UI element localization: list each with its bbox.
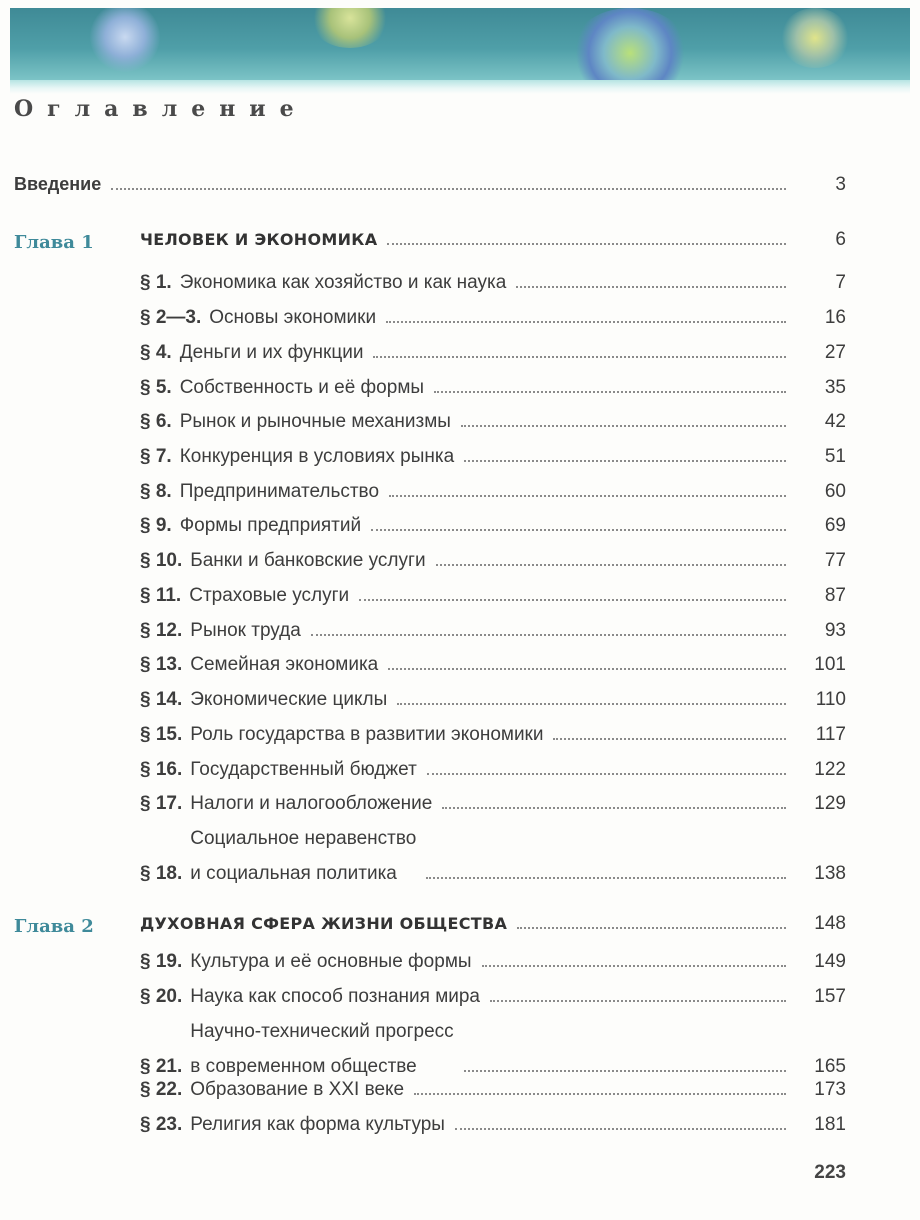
section-title: Образование в XXI веке [190, 1079, 405, 1100]
toc-entry-text [140, 584, 796, 607]
section-title: Налоги и налогообложение [190, 793, 433, 814]
toc-leader-dots [442, 807, 786, 809]
section-number: § 14. [140, 689, 183, 710]
toc-entry-text [140, 792, 796, 815]
toc-entry-text [140, 410, 796, 433]
toc-entry[interactable] [140, 306, 846, 329]
toc-entry[interactable] [140, 271, 846, 294]
section-title: Основы экономики [209, 307, 377, 328]
section-title-line: и социальная политика [190, 863, 397, 884]
toc-entry[interactable] [140, 410, 846, 433]
section-title: Рынок и рыночные механизмы [179, 411, 451, 432]
toc-entry[interactable] [140, 1020, 846, 1078]
section-title: Роль государства в развитии экономики [190, 724, 544, 745]
toc-entry[interactable] [140, 341, 846, 364]
toc-entry-text [140, 341, 796, 364]
chapter-label: Глава 2 [14, 916, 94, 937]
toc-page-number: 69 [824, 515, 846, 536]
toc-page-number: 181 [814, 1114, 846, 1135]
toc-entry[interactable] [140, 985, 846, 1008]
toc-entry-label: Введение [14, 174, 102, 194]
section-number: § 7. [140, 446, 172, 467]
toc-page-number: 173 [814, 1079, 846, 1100]
toc-page-number: 35 [824, 377, 846, 398]
toc-entry[interactable] [140, 1113, 846, 1136]
toc-entry-text [140, 271, 796, 294]
section-title: Конкуренция в условиях рынка [179, 446, 455, 467]
chapter-title: ДУХОВНАЯ СФЕРА ЖИЗНИ ОБЩЕСТВА [140, 914, 508, 933]
section-number: § 18. [140, 863, 183, 884]
section-number: § 16. [140, 759, 183, 780]
section-title: Банки и банковские услуги [190, 550, 426, 571]
toc-entry-text [140, 228, 796, 251]
toc-entry-text [140, 549, 796, 572]
toc-leader-dots [516, 286, 786, 288]
toc-entry[interactable] [140, 584, 846, 607]
toc-leader-dots [359, 599, 786, 601]
toc-entry[interactable] [140, 514, 846, 537]
toc-entry-text [140, 985, 796, 1008]
toc-page-number: 60 [824, 481, 846, 502]
section-number: § 13. [140, 654, 183, 675]
header-banner [10, 8, 910, 82]
section-number: § 5. [140, 377, 172, 398]
toc-leader-dots [427, 773, 786, 775]
toc-page-number: 165 [814, 1056, 846, 1077]
toc-entry[interactable] [140, 792, 846, 815]
section-number: § 23. [140, 1114, 183, 1135]
section-title: Культура и её основные формы [190, 951, 472, 972]
section-title: Наука как способ познания мира [190, 986, 480, 1007]
banner-bubble [570, 8, 690, 82]
banner-edge [10, 80, 910, 94]
toc-entry[interactable] [140, 445, 846, 468]
section-title: Государственный бюджет [190, 759, 417, 780]
toc-entry[interactable] [140, 619, 846, 642]
toc-leader-dots [464, 1070, 786, 1072]
toc-page-number: 149 [814, 951, 846, 972]
section-number: § 20. [140, 986, 183, 1007]
toc-leader-dots [490, 1000, 786, 1002]
toc-page-number: 117 [815, 724, 846, 745]
toc-entry-text [140, 1020, 796, 1078]
section-number: § 2—3. [140, 307, 202, 328]
toc-leader-dots [464, 460, 786, 462]
toc-chapter-2[interactable] [140, 912, 846, 935]
toc-leader-dots [426, 877, 786, 879]
section-title [190, 827, 416, 885]
toc-entry-text [140, 306, 796, 329]
section-title: Предпринимательство [179, 481, 380, 502]
toc-page-number: 87 [824, 585, 846, 606]
toc-page-number: 138 [814, 863, 846, 884]
toc-page-number: 3 [835, 174, 846, 195]
toc-entry[interactable] [140, 1078, 846, 1101]
section-title: Страховые услуги [189, 585, 350, 606]
toc-entry-text [140, 619, 796, 642]
toc-leader-dots [434, 391, 786, 393]
toc-entry[interactable] [140, 688, 846, 711]
toc-title: Оглавление [14, 96, 308, 122]
toc-entry-text [14, 173, 796, 196]
chapter-title: ЧЕЛОВЕК И ЭКОНОМИКА [140, 230, 378, 249]
toc-entry[interactable] [140, 950, 846, 973]
toc-entry[interactable] [140, 758, 846, 781]
toc-entry-text [140, 758, 796, 781]
banner-bubble [310, 8, 390, 48]
page-number: 223 [814, 1162, 846, 1183]
toc-entry[interactable] [140, 723, 846, 746]
toc-leader-dots [371, 529, 786, 531]
section-title: Семейная экономика [190, 654, 379, 675]
toc-chapter-1[interactable] [140, 228, 846, 251]
toc-leader-dots [373, 356, 786, 358]
toc-page-number: 122 [814, 759, 846, 780]
banner-bubble [780, 8, 850, 68]
toc-page-number: 101 [814, 654, 846, 675]
section-number: § 4. [140, 342, 172, 363]
section-number: § 21. [140, 1056, 183, 1077]
section-number: § 19. [140, 951, 183, 972]
section-number: § 9. [140, 515, 172, 536]
toc-entry[interactable] [140, 376, 846, 399]
toc-page-number: 129 [814, 793, 846, 814]
toc-leader-dots [387, 243, 786, 245]
section-title: Экономика как хозяйство и как наука [179, 272, 507, 293]
toc-entry-text [140, 376, 796, 399]
toc-entry-text [140, 688, 796, 711]
toc-entry[interactable] [140, 480, 846, 503]
toc-leader-dots [517, 927, 786, 929]
toc-page-number: 93 [824, 620, 846, 641]
toc-page-number: 148 [814, 913, 846, 934]
section-title [190, 1020, 453, 1078]
toc-page-number: 157 [814, 986, 846, 1007]
section-number: § 12. [140, 620, 183, 641]
toc-entry-text [140, 653, 796, 676]
toc-leader-dots [389, 495, 786, 497]
section-number: § 1. [140, 272, 172, 293]
section-number: § 10. [140, 550, 183, 571]
toc-entry-text [140, 480, 796, 503]
toc-entry-text [140, 912, 796, 935]
toc-entry-intro[interactable] [14, 173, 846, 196]
toc-leader-dots [553, 738, 786, 740]
toc-entry-text [140, 1113, 796, 1136]
toc-entry[interactable] [140, 827, 846, 885]
toc-entry-text [140, 827, 796, 885]
section-title-line: в современном обществе [190, 1056, 417, 1077]
section-number: § 17. [140, 793, 183, 814]
section-number: § 11. [140, 585, 182, 606]
toc-leader-dots [461, 425, 786, 427]
toc-page-number: 51 [824, 446, 846, 467]
section-title: Религия как форма культуры [190, 1114, 445, 1135]
section-title: Экономические циклы [190, 689, 388, 710]
toc-leader-dots [311, 634, 786, 636]
toc-entry-text [140, 1078, 796, 1101]
toc-leader-dots [386, 321, 786, 323]
section-title-line: Социальное неравенство [190, 828, 417, 849]
section-title-line: Научно-технический прогресс [190, 1021, 454, 1042]
toc-leader-dots [111, 188, 786, 190]
section-title: Формы предприятий [179, 515, 362, 536]
toc-leader-dots [414, 1093, 786, 1095]
toc-entry-text [140, 514, 796, 537]
section-title: Рынок труда [190, 620, 301, 641]
toc-entry-text [140, 950, 796, 973]
section-title: Деньги и их функции [179, 342, 364, 363]
section-number: § 22. [140, 1079, 183, 1100]
toc-page-number: 77 [824, 550, 846, 571]
toc-leader-dots [388, 668, 786, 670]
toc-leader-dots [397, 703, 786, 705]
toc-leader-dots [455, 1128, 786, 1130]
section-number: § 6. [140, 411, 172, 432]
toc-page-number: 110 [815, 689, 846, 710]
toc-page-number: 6 [835, 229, 846, 250]
toc-page-number: 7 [835, 272, 846, 293]
toc-entry[interactable] [140, 653, 846, 676]
toc-page-number: 42 [824, 411, 846, 432]
section-number: § 15. [140, 724, 183, 745]
toc-leader-dots [482, 965, 786, 967]
toc-page-number: 16 [824, 307, 846, 328]
toc-page-number: 27 [824, 342, 846, 363]
section-title: Собственность и её формы [179, 377, 425, 398]
banner-bubble [90, 8, 160, 72]
toc-entry-text [140, 723, 796, 746]
toc-entry[interactable] [140, 549, 846, 572]
chapter-label: Глава 1 [14, 232, 94, 253]
toc-leader-dots [436, 564, 786, 566]
toc-entry-text [140, 445, 796, 468]
section-number: § 8. [140, 481, 172, 502]
